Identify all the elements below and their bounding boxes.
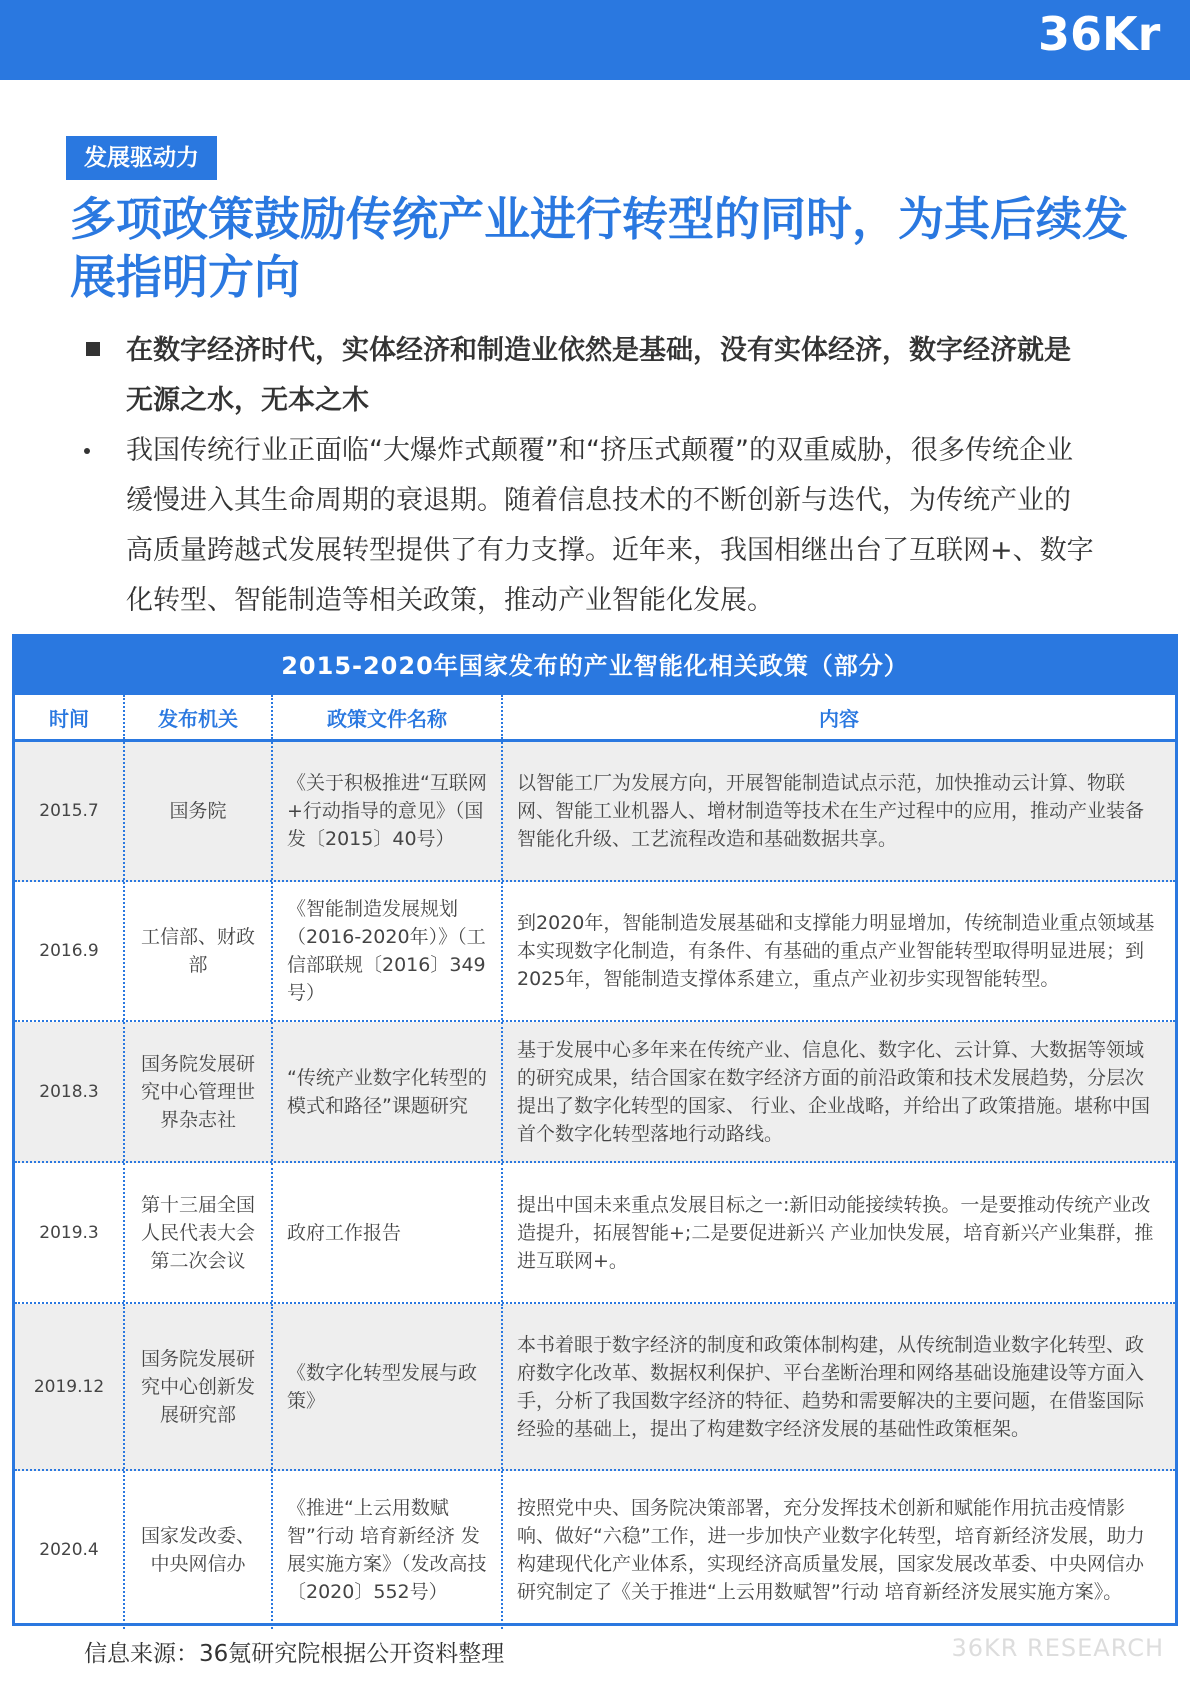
- cell-time: 2016.9: [39, 941, 99, 961]
- cell-time: 2019.12: [33, 1376, 105, 1397]
- section-tag: 发展驱动力: [66, 136, 217, 180]
- header-content: 内容: [501, 695, 1175, 739]
- table-row: [15, 742, 1175, 882]
- cell-content: 基于发展中心多年来在传统产业、信息化、数字化、云计算、大数据等领域的研究成果，结合国家在数字经济方面的前沿政策和技术发展趋势，分层次提出了数字化转型的国家、 行业、企业战略，并给出了政策措施。堪称中国首个数字化转型落地行动路线。: [501, 1022, 1175, 1161]
- table-header-row: [15, 695, 1175, 742]
- table-row: [15, 1304, 1175, 1471]
- cell-policy-name: “传统产业数字化转型的模式和路径”课题研究: [271, 1022, 501, 1161]
- cell-agency: 第十三届全国人民代表大会第二次会议: [123, 1163, 271, 1302]
- source-note: 信息来源：36氪研究院根据公开资料整理: [84, 1641, 505, 1667]
- dot-bullet-icon: [84, 448, 90, 454]
- body-paragraph: 我国传统行业正面临“大爆炸式颠覆”和“挤压式颠覆”的双重威胁，很多传统企业缓慢进入其生命周期的衰退期。随着信息技术的不断创新与迭代，为传统产业的高质量跨越式发展转型提供了有力支撑。近年来，我国相继出台了互联网+、数字化转型、智能制造等相关政策，推动产业智能化发展。: [126, 435, 1094, 616]
- cell-policy-name: 《推进“上云用数赋智”行动 培育新经济 发展实施方案》（发改高技〔2020〕552号）: [271, 1471, 501, 1629]
- cell-content: 提出中国未来重点发展目标之一:新旧动能接续转换。一是要推动传统产业改造提升，拓展智能+;二是要促进新兴 产业加快发展，培育新兴产业集群，推进互联网+。: [501, 1163, 1175, 1302]
- table-row: [15, 1471, 1175, 1629]
- cell-policy-name: 《关于积极推进“互联网+行动指导的意见》（国发〔2015〕40号）: [271, 742, 501, 880]
- policy-table: [12, 634, 1178, 1626]
- cell-content: 到2020年，智能制造发展基础和支撑能力明显增加，传统制造业重点领域基本实现数字化制造，有条件、有基础的重点产业智能转型取得明显进展；到2025年，智能制造支撑体系建立，重点产业初步实现智能转型。: [501, 882, 1175, 1020]
- watermark: 36KR RESEARCH: [951, 1634, 1164, 1662]
- cell-time: 2020.4: [39, 1540, 99, 1560]
- cell-time: 2015.7: [39, 801, 99, 821]
- header-policy-name: 政策文件名称: [271, 695, 501, 739]
- cell-agency: 国务院: [123, 742, 271, 880]
- cell-content: 以智能工厂为发展方向，开展智能制造试点示范，加快推动云计算、物联网、智能工业机器人、增材制造等技术在生产过程中的应用，推动产业装备智能化升级、工艺流程改造和基础数据共享。: [501, 742, 1175, 880]
- header-bar: [0, 0, 1190, 80]
- cell-agency: 国家发改委、中央网信办: [123, 1471, 271, 1629]
- page-title: 多项政策鼓励传统产业进行转型的同时，为其后续发展指明方向: [70, 192, 1128, 304]
- cell-policy-name: 政府工作报告: [271, 1163, 501, 1302]
- key-point: 在数字经济时代，实体经济和制造业依然是基础，没有实体经济，数字经济就是无源之水，无本之木: [126, 335, 1071, 416]
- table-row: [15, 882, 1175, 1022]
- cell-agency: 工信部、财政部: [123, 882, 271, 1020]
- cell-agency: 国务院发展研究中心创新发展研究部: [123, 1304, 271, 1469]
- cell-time: 2018.3: [39, 1081, 99, 1102]
- square-bullet-icon: [86, 342, 100, 356]
- cell-time: 2019.3: [39, 1222, 99, 1243]
- svg-text:36Kr: 36Kr: [1038, 7, 1161, 61]
- 36kr-logo-icon: [1030, 0, 1190, 80]
- cell-policy-name: 《智能制造发展规划（2016-2020年）》（工信部联规〔2016〕349号）: [271, 882, 501, 1020]
- header-time: 时间: [49, 706, 89, 731]
- cell-content: 本书着眼于数字经济的制度和政策体制构建，从传统制造业数字化转型、政府数字化改革、数据权利保护、平台垄断治理和网络基础设施建设等方面入手，分析了我国数字经济的特征、趋势和需要解决的主要问题，在借鉴国际经验的基础上，提出了构建数字经济发展的基础性政策框架。: [501, 1304, 1175, 1469]
- table-row: [15, 1022, 1175, 1163]
- header-agency: 发布机关: [123, 695, 271, 739]
- cell-content: 按照党中央、国务院决策部署，充分发挥技术创新和赋能作用抗击疫情影响、做好“六稳”工作，进一步加快产业数字化转型，培育新经济发展，助力构建现代化产业体系，实现经济高质量发展，国家发展改革委、中央网信办研究制定了《关于推进“上云用数赋智”行动 培育新经济发展实施方案》。: [501, 1471, 1175, 1629]
- table-row: [15, 1163, 1175, 1304]
- cell-policy-name: 《数字化转型发展与政策》: [271, 1304, 501, 1469]
- cell-agency: 国务院发展研究中心管理世界杂志社: [123, 1022, 271, 1161]
- table-title: 2015-2020年国家发布的产业智能化相关政策（部分）: [15, 637, 1175, 695]
